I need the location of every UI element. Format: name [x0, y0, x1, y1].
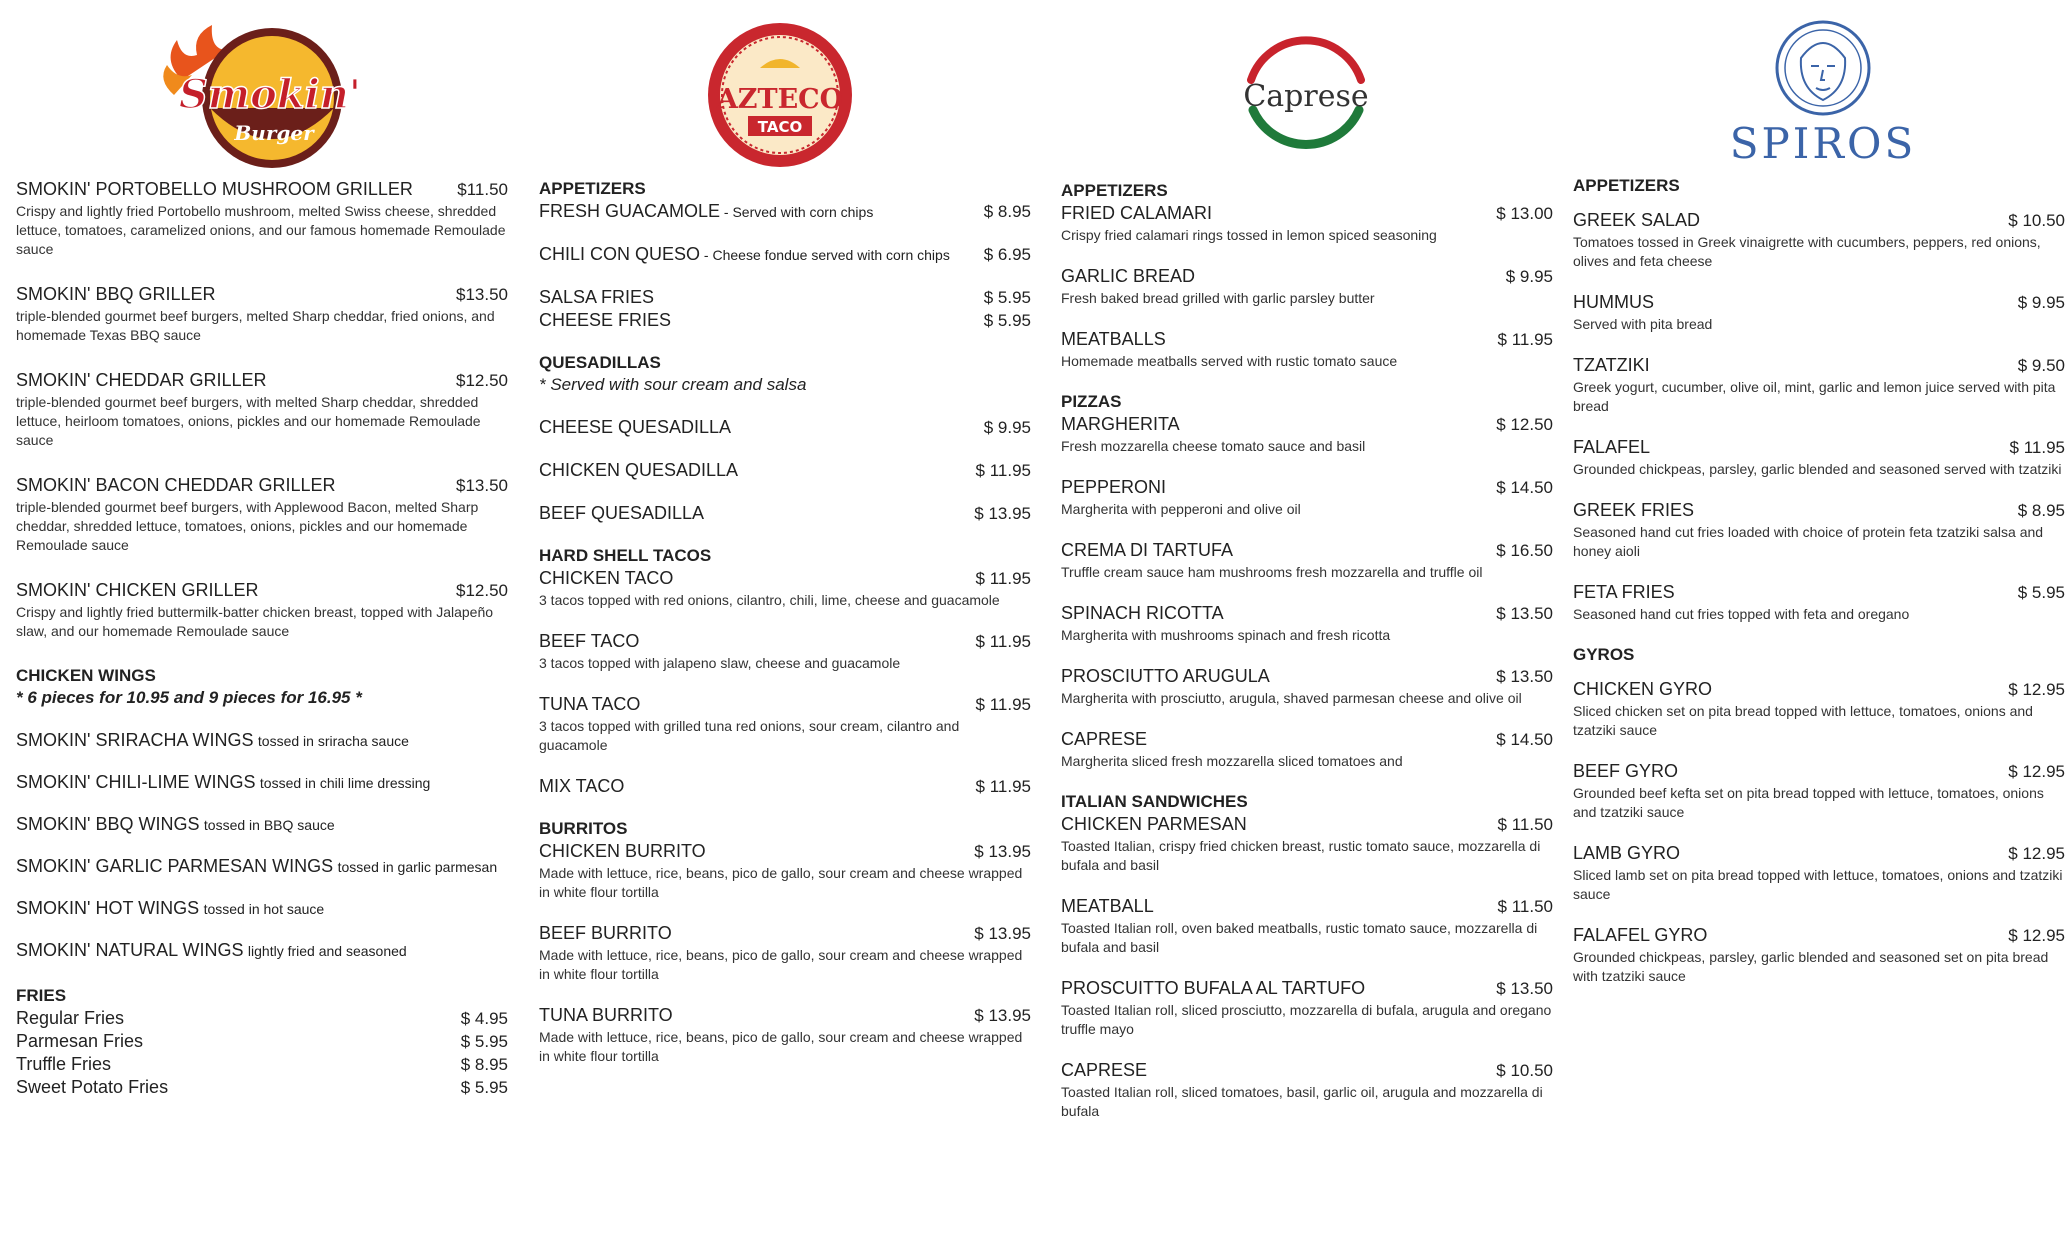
item-price: $ 13.95 [974, 924, 1031, 943]
section-heading: ITALIAN SANDWICHES [1061, 792, 1248, 811]
item-name: BEEF BURRITO [539, 923, 672, 943]
caprese-logo-text: Caprese [1243, 79, 1369, 114]
item-description: - Served with corn chips [720, 204, 874, 220]
item-description: Sliced chicken set on pita bread topped with lettuce, tomatoes, onions and tzatziki sauce [1573, 703, 2033, 738]
section-heading: APPETIZERS [1061, 181, 1168, 200]
menu-item [16, 813, 508, 835]
item-name: FRESH GUACAMOLE [539, 201, 721, 221]
item-name: SMOKIN' CHEDDAR GRILLER [16, 370, 267, 390]
item-description: tossed in sriracha sauce [257, 733, 409, 749]
menu-item [539, 502, 1031, 525]
item-description: Toasted Italian roll, oven baked meatballs, rustic tomato sauce, mozzarella di bufala and basil [1061, 920, 1538, 955]
item-price: $ 12.50 [1496, 415, 1553, 434]
section-heading: FRIES [16, 986, 67, 1005]
item-description: Toasted Italian roll, sliced tomatoes, basil, garlic oil, arugula and mozzarella di bufala [1061, 1084, 1543, 1119]
item-description: Homemade meatballs served with rustic tomato sauce [1061, 353, 1398, 369]
item-name: PROSCUITTO BUFALA AL TARTUFO [1061, 978, 1366, 998]
item-name: CAPRESE [1061, 1060, 1148, 1080]
section-heading: BURRITOS [539, 819, 628, 838]
item-description: Toasted Italian, crispy fried chicken breast, rustic tomato sauce, mozzarella di bufala and basil [1061, 838, 1541, 873]
menu-item [16, 1076, 508, 1099]
menu-item [1061, 977, 1553, 1039]
item-name: CHICKEN QUESADILLA [539, 460, 739, 480]
menu-item [539, 630, 1031, 673]
item-price: $ 11.95 [975, 569, 1031, 588]
item-price: $ 11.95 [975, 695, 1031, 714]
menu-item [1061, 539, 1553, 582]
menu-item [539, 309, 1031, 332]
menu-item [1061, 202, 1553, 245]
item-description: Greek yogurt, cucumber, olive oil, mint, garlic and lemon juice served with pita bread [1573, 379, 2056, 414]
item-price: $ 11.95 [2009, 438, 2065, 457]
item-name: BEEF TACO [539, 631, 640, 651]
item-price: $ 9.95 [1505, 267, 1553, 286]
azteco-menu [539, 178, 1031, 1066]
menu-item [1573, 354, 2065, 416]
item-name: TUNA TACO [539, 694, 641, 714]
item-name: MEATBALLS [1061, 329, 1166, 349]
menu-item [539, 840, 1031, 902]
item-description: Seasoned hand cut fries loaded with choice of protein feta tzatziki salsa and honey aioli [1573, 524, 2044, 559]
item-price: $ 10.50 [2008, 211, 2065, 230]
item-description: tossed in chili lime dressing [259, 775, 431, 791]
item-description: Truffle cream sauce ham mushrooms fresh mozzarella and truffle oil [1061, 564, 1483, 580]
menu-item [1061, 1059, 1553, 1121]
menu-item [539, 693, 1031, 755]
menu-item [16, 1007, 508, 1030]
section-note: * 6 pieces for 10.95 and 9 pieces for 16.95 * [16, 688, 362, 707]
item-price: $ 12.95 [2008, 844, 2065, 863]
item-name: MIX TACO [539, 776, 625, 796]
item-price: $ 13.00 [1496, 204, 1553, 223]
menu-item [1573, 436, 2065, 479]
section-note: * Served with sour cream and salsa [539, 375, 807, 394]
azteco-logo-subtext: TACO [757, 118, 803, 136]
item-price: $13.50 [456, 285, 508, 304]
item-price: $ 16.50 [1496, 541, 1553, 560]
item-price: $ 13.50 [1496, 667, 1553, 686]
menu-item [1061, 476, 1553, 519]
item-description: lightly fried and seasoned [247, 943, 407, 959]
item-name: Sweet Potato Fries [16, 1077, 169, 1097]
item-name: MEATBALL [1061, 896, 1154, 916]
menu-item [1061, 328, 1553, 371]
item-description: Fresh mozzarella cheese tomato sauce and basil [1061, 438, 1366, 454]
menu-item [1573, 581, 2065, 624]
spiros-logo-text: SPIROS [1729, 119, 1917, 168]
item-price: $13.50 [456, 476, 508, 495]
section-heading: PIZZAS [1061, 392, 1122, 411]
menu-item [1061, 728, 1553, 771]
item-name: PROSCIUTTO ARUGULA [1061, 666, 1270, 686]
item-name: FALAFEL GYRO [1573, 925, 1708, 945]
item-price: $ 12.95 [2008, 680, 2065, 699]
item-description: Made with lettuce, rice, beans, pico de gallo, sour cream and cheese wrapped in white flour tortilla [539, 865, 1023, 900]
item-description: Seasoned hand cut fries topped with feta and oregano [1573, 606, 1910, 622]
menu-item [16, 855, 508, 877]
item-description: Grounded beef kefta set on pita bread topped with lettuce, tomatoes, onions and tzatziki sauce [1573, 785, 2044, 820]
item-name: GREEK SALAD [1573, 210, 1701, 230]
menu-item [1061, 665, 1553, 708]
item-name: SMOKIN' CHICKEN GRILLER [16, 580, 259, 600]
spiros-logo [1723, 18, 1923, 168]
item-name: Parmesan Fries [16, 1031, 144, 1051]
item-name: FRIED CALAMARI [1061, 203, 1213, 223]
menu-item [16, 579, 508, 641]
item-name: CHICKEN TACO [539, 568, 674, 588]
menu-item [539, 567, 1031, 610]
item-name: GREEK FRIES [1573, 500, 1695, 520]
menu-item [1573, 209, 2065, 271]
menu-item [1573, 291, 2065, 334]
item-name: CHICKEN GYRO [1573, 679, 1713, 699]
item-name: CHEESE QUESADILLA [539, 417, 732, 437]
item-name: CHICKEN BURRITO [539, 841, 706, 861]
item-name: FETA FRIES [1573, 582, 1675, 602]
item-name: SMOKIN' BACON CHEDDAR GRILLER [16, 475, 336, 495]
item-price: $ 13.95 [974, 842, 1031, 861]
menu-item [16, 369, 508, 450]
item-price: $ 8.95 [2017, 501, 2065, 520]
item-description: 3 tacos topped with jalapeno slaw, cheese and guacamole [539, 655, 901, 671]
item-price: $ 4.95 [460, 1009, 508, 1028]
item-description: Grounded chickpeas, parsley, garlic blended and seasoned set on pita bread with tzatziki sauce [1573, 949, 2049, 984]
menu-item [16, 283, 508, 345]
item-price: $ 12.95 [2008, 926, 2065, 945]
item-description: Tomatoes tossed in Greek vinaigrette with cucumbers, peppers, red onions, olives and feta cheese [1573, 234, 2041, 269]
item-description: Served with pita bread [1573, 316, 1713, 332]
menu-item [1061, 602, 1553, 645]
item-description: Grounded chickpeas, parsley, garlic blended and seasoned served with tzatziki [1573, 461, 2062, 477]
caprese-menu [1061, 180, 1553, 1121]
item-price: $ 13.50 [1496, 979, 1553, 998]
section-heading: GYROS [1573, 645, 1635, 664]
item-price: $ 5.95 [983, 288, 1031, 307]
smokin-burger-logo [152, 20, 372, 170]
item-price: $ 14.50 [1496, 730, 1553, 749]
item-name: SMOKIN' SRIRACHA WINGS [16, 730, 254, 750]
menu-item [539, 775, 1031, 798]
item-description: Made with lettuce, rice, beans, pico de gallo, sour cream and cheese wrapped in white flour tortilla [539, 947, 1023, 982]
menu-item [1573, 499, 2065, 561]
item-description: triple-blended gourmet beef burgers, melted Sharp cheddar, fried onions, and homemade Texas BBQ sauce [16, 308, 495, 343]
item-name: SMOKIN' BBQ GRILLER [16, 284, 216, 304]
item-description: Margherita with prosciutto, arugula, shaved parmesan cheese and olive oil [1061, 690, 1522, 706]
menu-item [539, 416, 1031, 439]
menu-item [16, 729, 508, 751]
caprese-logo [1231, 20, 1381, 170]
item-price: $ 8.95 [983, 202, 1031, 221]
item-name: TUNA BURRITO [539, 1005, 673, 1025]
item-name: SPINACH RICOTTA [1061, 603, 1224, 623]
menu-item [16, 474, 508, 555]
menu-item [1061, 895, 1553, 957]
item-price: $ 9.95 [2017, 293, 2065, 312]
item-price: $ 11.95 [1497, 330, 1553, 349]
section-heading: CHICKEN WINGS [16, 666, 156, 685]
item-price: $ 5.95 [983, 311, 1031, 330]
item-price: $ 13.95 [974, 504, 1031, 523]
item-name: SMOKIN' CHILI-LIME WINGS [16, 772, 256, 792]
item-description: Crispy and lightly fried buttermilk-batter chicken breast, topped with Jalapeño slaw, and our homemade Remoulade sauce [16, 604, 494, 639]
item-name: PEPPERONI [1061, 477, 1167, 497]
azteco-logo-text: AZTECO [716, 84, 844, 115]
item-description: tossed in garlic parmesan [337, 859, 498, 875]
spiros-menu [1573, 175, 2065, 986]
smokin-logo-subtext: Burger [234, 121, 314, 145]
item-name: GARLIC BREAD [1061, 266, 1196, 286]
item-name: Truffle Fries [16, 1054, 112, 1074]
item-name: Regular Fries [16, 1008, 125, 1028]
item-price: $ 6.95 [983, 245, 1031, 264]
item-name: CREMA DI TARTUFA [1061, 540, 1234, 560]
smokin-logo-text: Smokin' [178, 71, 362, 118]
item-name: LAMB GYRO [1573, 843, 1681, 863]
item-price: $ 10.50 [1496, 1061, 1553, 1080]
menu-item [1061, 413, 1553, 456]
item-name: SMOKIN' NATURAL WINGS [16, 940, 244, 960]
item-price: $ 5.95 [2017, 583, 2065, 602]
menu-item [1061, 813, 1553, 875]
item-description: triple-blended gourmet beef burgers, with Applewood Bacon, melted Sharp cheddar, shredded lettuce, tomatoes, onions, pickles and our homemade Remoulade sauce [16, 499, 479, 553]
item-price: $ 5.95 [460, 1032, 508, 1051]
item-name: SMOKIN' PORTOBELLO MUSHROOM GRILLER [16, 179, 413, 199]
menu-item [16, 178, 508, 259]
item-description: - Cheese fondue served with corn chips [700, 247, 950, 263]
menu-item [1061, 265, 1553, 308]
item-price: $ 13.95 [974, 1006, 1031, 1025]
item-price: $ 12.95 [2008, 762, 2065, 781]
menu-item [16, 897, 508, 919]
item-price: $ 8.95 [460, 1055, 508, 1074]
item-name: CHILI CON QUESO [539, 244, 701, 264]
item-name: SMOKIN' BBQ WINGS [16, 814, 200, 834]
menu-item [16, 939, 508, 961]
item-description: Crispy fried calamari rings tossed in lemon spiced seasoning [1061, 227, 1437, 243]
item-name: BEEF QUESADILLA [539, 503, 705, 523]
menu-item [539, 922, 1031, 984]
item-description: tossed in BBQ sauce [203, 817, 335, 833]
section-heading: APPETIZERS [1573, 176, 1680, 195]
item-name: HUMMUS [1573, 292, 1654, 312]
item-description: Toasted Italian roll, sliced prosciutto, mozzarella di bufala, arugula and oregano truffle mayo [1061, 1002, 1552, 1037]
menu-item [1573, 678, 2065, 740]
item-name: TZATZIKI [1573, 355, 1650, 375]
item-price: $ 9.50 [2017, 356, 2065, 375]
item-price: $12.50 [456, 581, 508, 600]
item-name: CHICKEN PARMESAN [1061, 814, 1247, 834]
item-name: SMOKIN' GARLIC PARMESAN WINGS [16, 856, 334, 876]
section-heading: QUESADILLAS [539, 353, 661, 372]
item-description: Margherita with mushrooms spinach and fresh ricotta [1061, 627, 1391, 643]
item-description: Crispy and lightly fried Portobello mushroom, melted Swiss cheese, shredded lettuce, tomatoes, caramelized onions, and our famous homemade Remoulade sauce [16, 203, 506, 257]
item-price: $ 11.95 [975, 777, 1031, 796]
item-name: SALSA FRIES [539, 287, 655, 307]
smokin-menu [16, 178, 508, 1099]
item-name: MARGHERITA [1061, 414, 1180, 434]
item-description: Sliced lamb set on pita bread topped with lettuce, tomatoes, onions and tzatziki sauce [1573, 867, 2063, 902]
item-price: $ 5.95 [460, 1078, 508, 1097]
menu-item [1573, 924, 2065, 986]
item-name: FALAFEL [1573, 437, 1651, 457]
item-price: $12.50 [456, 371, 508, 390]
item-description: Made with lettuce, rice, beans, pico de gallo, sour cream and cheese wrapped in white flour tortilla [539, 1029, 1023, 1064]
item-name: BEEF GYRO [1573, 761, 1679, 781]
item-description: triple-blended gourmet beef burgers, with melted Sharp cheddar, shredded lettuce, heirloom tomatoes, onions, pickles and our homemade Remoulade sauce [16, 394, 481, 448]
item-name: SMOKIN' HOT WINGS [16, 898, 200, 918]
menu-item [16, 1030, 508, 1053]
item-description: 3 tacos topped with red onions, cilantro, chili, lime, cheese and guacamole [539, 592, 1000, 608]
section-heading: HARD SHELL TACOS [539, 546, 712, 565]
item-description: Margherita with pepperoni and olive oil [1061, 501, 1301, 517]
item-price: $ 14.50 [1496, 478, 1553, 497]
item-price: $ 9.95 [983, 418, 1031, 437]
item-price: $ 11.95 [975, 632, 1031, 651]
menu-item [539, 243, 1031, 266]
azteco-taco-logo [705, 20, 855, 170]
item-description: Fresh baked bread grilled with garlic parsley butter [1061, 290, 1375, 306]
item-price: $ 11.95 [975, 461, 1031, 480]
item-price: $11.50 [457, 180, 508, 199]
item-description: 3 tacos topped with grilled tuna red onions, sour cream, cilantro and guacamole [539, 718, 960, 753]
section-heading: APPETIZERS [539, 179, 646, 198]
item-description: Margherita sliced fresh mozzarella sliced tomatoes and [1061, 753, 1403, 769]
menu-item [1573, 760, 2065, 822]
item-price: $ 11.50 [1497, 815, 1553, 834]
item-name: CAPRESE [1061, 729, 1148, 749]
menu-item [539, 459, 1031, 482]
item-price: $ 11.50 [1497, 897, 1553, 916]
menu-item [539, 200, 1031, 223]
menu-item [16, 771, 508, 793]
menu-item [1573, 842, 2065, 904]
menu-item [539, 286, 1031, 309]
item-price: $ 13.50 [1496, 604, 1553, 623]
item-name: CHEESE FRIES [539, 310, 672, 330]
menu-item [539, 1004, 1031, 1066]
menu-item [16, 1053, 508, 1076]
item-description: tossed in hot sauce [203, 901, 325, 917]
